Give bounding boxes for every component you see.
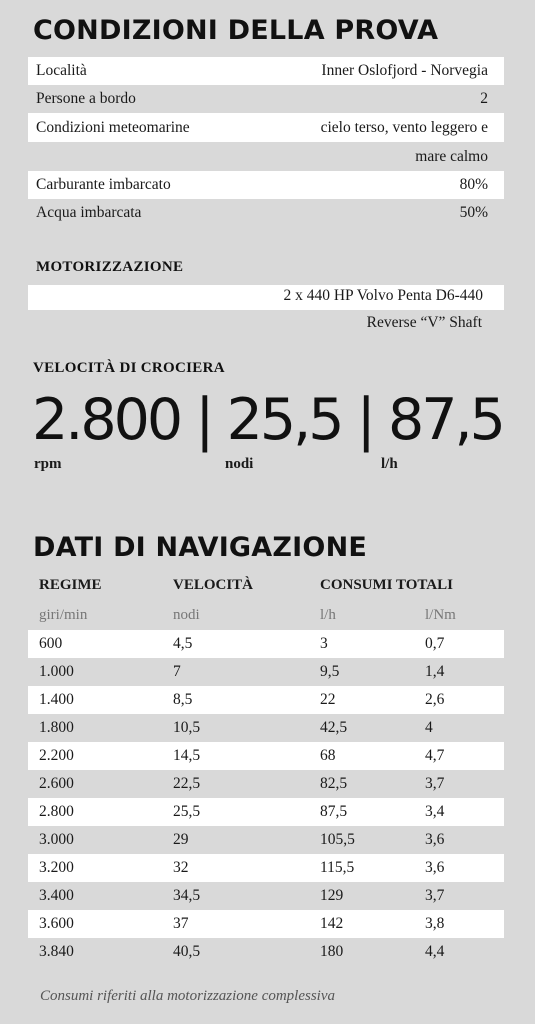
table-row xyxy=(28,826,504,854)
condition-value: cielo terso, vento leggero e xyxy=(320,119,488,136)
table-cell: 1.000 xyxy=(39,663,74,680)
table-row xyxy=(28,798,504,826)
condition-label: Acqua imbarcata xyxy=(36,204,142,221)
table-cell: 8,5 xyxy=(173,691,193,708)
engine-line-2: Reverse “V” Shaft xyxy=(366,314,482,331)
cruise-unit-knots: nodi xyxy=(225,456,254,472)
condition-row-weather-cont xyxy=(28,142,504,171)
footnote: Consumi riferiti alla motorizzazione complessiva xyxy=(40,988,336,1004)
table-cell: 32 xyxy=(173,859,189,876)
table-cell: 4,5 xyxy=(173,635,193,652)
condition-label: Condizioni meteomarine xyxy=(36,119,190,136)
condition-value: mare calmo xyxy=(415,148,488,165)
table-row xyxy=(28,742,504,770)
condition-row-people xyxy=(28,85,504,113)
table-row xyxy=(28,630,504,658)
unit-cell: nodi xyxy=(173,607,200,623)
cruise-unit-rpm: rpm xyxy=(34,456,62,472)
conditions-table xyxy=(28,57,504,227)
table-cell: 42,5 xyxy=(320,719,348,736)
engine-line-1: 2 x 440 HP Volvo Penta D6-440 xyxy=(283,287,483,304)
table-cell: 25,5 xyxy=(173,803,201,820)
table-row xyxy=(28,882,504,910)
table-cell: 3.840 xyxy=(39,943,74,960)
cruise-title: VELOCITÀ DI CROCIERA xyxy=(33,360,225,376)
table-cell: 4,7 xyxy=(425,747,445,764)
table-cell: 2.800 xyxy=(39,803,74,820)
table-cell: 1.400 xyxy=(39,691,74,708)
navigation-title: DATI DI NAVIGAZIONE xyxy=(33,532,368,563)
table-cell: 2,6 xyxy=(425,691,445,708)
condition-label: Carburante imbarcato xyxy=(36,176,171,193)
condition-row-fuel xyxy=(28,171,504,199)
table-row xyxy=(28,770,504,798)
table-cell: 0,7 xyxy=(425,635,445,652)
header-regime: REGIME xyxy=(39,577,102,593)
conditions-title: CONDIZIONI DELLA PROVA xyxy=(33,15,439,46)
condition-row-location xyxy=(28,57,504,85)
table-cell: 87,5 xyxy=(320,803,348,820)
unit-cell: giri/min xyxy=(39,607,88,623)
table-row xyxy=(28,938,504,966)
condition-value: Inner Oslofjord - Norvegia xyxy=(321,62,488,79)
table-row xyxy=(28,854,504,882)
table-cell: 3,8 xyxy=(425,915,445,932)
table-header xyxy=(28,568,504,600)
table-cell: 22 xyxy=(320,691,336,708)
condition-value: 50% xyxy=(459,204,488,221)
table-body xyxy=(28,630,504,966)
table-cell: 34,5 xyxy=(173,887,201,904)
header-consumi: CONSUMI TOTALI xyxy=(320,577,453,593)
table-cell: 3,6 xyxy=(425,831,445,848)
table-cell: 3.600 xyxy=(39,915,74,932)
table-cell: 129 xyxy=(320,887,344,904)
table-row xyxy=(28,910,504,938)
table-units-row xyxy=(28,600,504,630)
condition-label: Località xyxy=(36,62,87,79)
table-row xyxy=(28,686,504,714)
table-cell: 2.600 xyxy=(39,775,74,792)
table-cell: 29 xyxy=(173,831,189,848)
condition-value: 2 xyxy=(480,90,488,107)
condition-row-water xyxy=(28,199,504,227)
table-cell: 22,5 xyxy=(173,775,201,792)
table-cell: 40,5 xyxy=(173,943,201,960)
table-cell: 1,4 xyxy=(425,663,445,680)
condition-value: 80% xyxy=(459,176,488,193)
table-cell: 3,4 xyxy=(425,803,445,820)
cruise-unit-lh: l/h xyxy=(381,456,398,472)
engine-title: MOTORIZZAZIONE xyxy=(36,259,184,275)
table-cell: 115,5 xyxy=(320,859,355,876)
table-cell: 9,5 xyxy=(320,663,340,680)
table-cell: 180 xyxy=(320,943,344,960)
cruise-figure: 2.800 | 25,5 | 87,5 xyxy=(32,387,503,453)
table-cell: 10,5 xyxy=(173,719,201,736)
table-cell: 68 xyxy=(320,747,336,764)
table-cell: 105,5 xyxy=(320,831,355,848)
unit-cell: l/h xyxy=(320,607,336,623)
header-velocita: VELOCITÀ xyxy=(173,577,254,593)
table-cell: 3 xyxy=(320,635,328,652)
navigation-table xyxy=(28,568,504,966)
table-row xyxy=(28,658,504,686)
table-row xyxy=(28,714,504,742)
table-cell: 1.800 xyxy=(39,719,74,736)
table-cell: 3,6 xyxy=(425,859,445,876)
condition-label: Persone a bordo xyxy=(36,90,136,107)
table-cell: 2.200 xyxy=(39,747,74,764)
table-cell: 7 xyxy=(173,663,181,680)
table-cell: 600 xyxy=(39,635,63,652)
condition-row-weather xyxy=(28,113,504,142)
table-cell: 82,5 xyxy=(320,775,348,792)
table-cell: 3,7 xyxy=(425,887,445,904)
table-cell: 3.400 xyxy=(39,887,74,904)
table-cell: 3,7 xyxy=(425,775,445,792)
table-cell: 3.000 xyxy=(39,831,74,848)
unit-cell: l/Nm xyxy=(425,607,456,623)
table-cell: 37 xyxy=(173,915,189,932)
table-cell: 3.200 xyxy=(39,859,74,876)
table-cell: 14,5 xyxy=(173,747,201,764)
table-cell: 4,4 xyxy=(425,943,445,960)
table-cell: 142 xyxy=(320,915,344,932)
table-cell: 4 xyxy=(425,719,433,736)
